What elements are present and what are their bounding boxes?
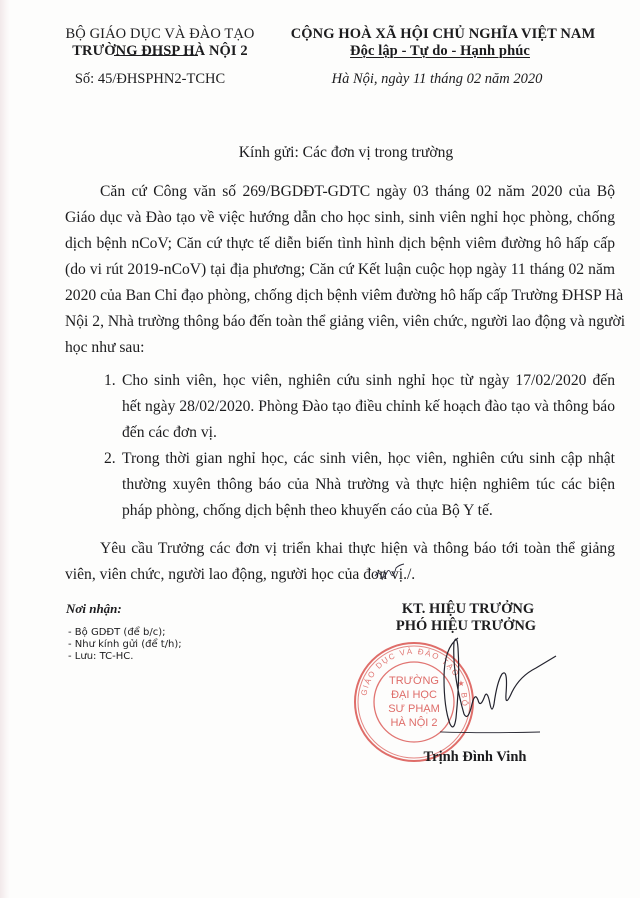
list-item-number: 2. (104, 450, 116, 467)
page-edge-shadow (0, 0, 10, 898)
recipient-item: - Lưu: TC-HC. (68, 651, 134, 662)
ministry-name: BỘ GIÁO DỤC VÀ ĐÀO TẠO (65, 26, 255, 42)
list-item-number: 1. (104, 372, 116, 389)
place-date: Hà Nội, ngày 11 tháng 02 năm 2020 (331, 71, 543, 87)
recipients-title: Nơi nhận: (66, 601, 122, 616)
intro-line: học như sau: (65, 339, 145, 356)
national-motto: Độc lập - Tự do - Hạnh phúc (350, 43, 530, 59)
stamp-line: HÀ NỘI 2 (390, 717, 438, 729)
school-name-text: TRƯỜNG ĐHSP HÀ NỘI 2 (72, 43, 248, 59)
list-item-line: đến các đơn vị. (122, 424, 217, 441)
country-name: CỘNG HOÀ XÃ HỘI CHỦ NGHĨA VIỆT NAM (290, 26, 596, 42)
intro-line: 2020 của Ban Chỉ đạo phòng, chống dịch bệnh viêm đường hô hấp cấp Trường ĐHSP Hà (65, 287, 624, 304)
list-item-line: pháp phòng, chống dịch bệnh theo khuyến cáo của Bộ Y tế. (122, 502, 493, 519)
intro-line: Nội 2, Nhà trường thông báo đến toàn thể giảng viên, viên chức, người lao động và người (65, 313, 626, 330)
handwritten-signature-icon (440, 630, 590, 760)
list-item-line: thường xuyên thông báo của Nhà trường và thực hiện nghiêm túc các biện (122, 476, 615, 493)
svg-text:GIÁO DỤC VÀ ĐÀO TẠO: GIÁO DỤC VÀ ĐÀO TẠO ★ BỘ (359, 646, 470, 708)
closing-line: viên, viên chức, người lao động, người học của đơn vị./. (65, 566, 416, 583)
stamp-line: ĐẠI HỌC (391, 689, 437, 701)
salutation: Kính gửi: Các đơn vị trong trường (238, 144, 454, 161)
recipient-item: - Như kính gửi (để t/h); (68, 639, 182, 650)
stamp-line: TRƯỜNG (389, 675, 439, 687)
signatory-name: Trịnh Đình Vinh (423, 749, 527, 765)
list-item-line: hết ngày 28/02/2020. Phòng Đào tạo điều chỉnh kế hoạch đào tạo và thông báo (122, 398, 615, 415)
document-number: Số: 45/ĐHSPHN2-TCHC (74, 71, 226, 87)
stamp-line: SƯ PHẠM (388, 703, 440, 715)
closing-line: Yêu cầu Trưởng các đơn vị triển khai thực hiện và thông báo tới toàn thể giảng (100, 540, 615, 557)
list-item-line: Cho sinh viên, học viên, nghiên cứu sinh nghỉ học từ ngày 17/02/2020 đến (122, 372, 615, 389)
list-item-line: Trong thời gian nghỉ học, các sinh viên, học viên, nghiên cứu sinh cập nhật (122, 450, 615, 467)
school-underline (114, 55, 198, 56)
intro-line: dịch bệnh nCoV; Căn cứ thực tế diễn biến tình hình dịch bệnh viêm đường hô hấp cấp (65, 235, 615, 252)
intro-line: Căn cứ Công văn số 269/BGDĐT-GDTC ngày 03 tháng 02 năm 2020 của Bộ (100, 183, 615, 200)
signature-title-2: PHÓ HIỆU TRƯỞNG (395, 618, 537, 634)
intro-line: Giáo dục và Đào tạo về việc hướng dẫn cho học sinh, sinh viên nghỉ học phòng, chống (65, 209, 615, 226)
signature-title-1: KT. HIỆU TRƯỞNG (401, 601, 535, 617)
intro-line: (do vi rút 2019-nCoV) tại địa phương; Căn cứ Kết luận cuộc họp ngày 11 tháng 02 năm (65, 261, 615, 278)
recipient-item: - Bộ GDĐT (để b/c); (68, 627, 166, 638)
initial-scribble-icon (372, 562, 412, 582)
school-name (72, 43, 247, 60)
